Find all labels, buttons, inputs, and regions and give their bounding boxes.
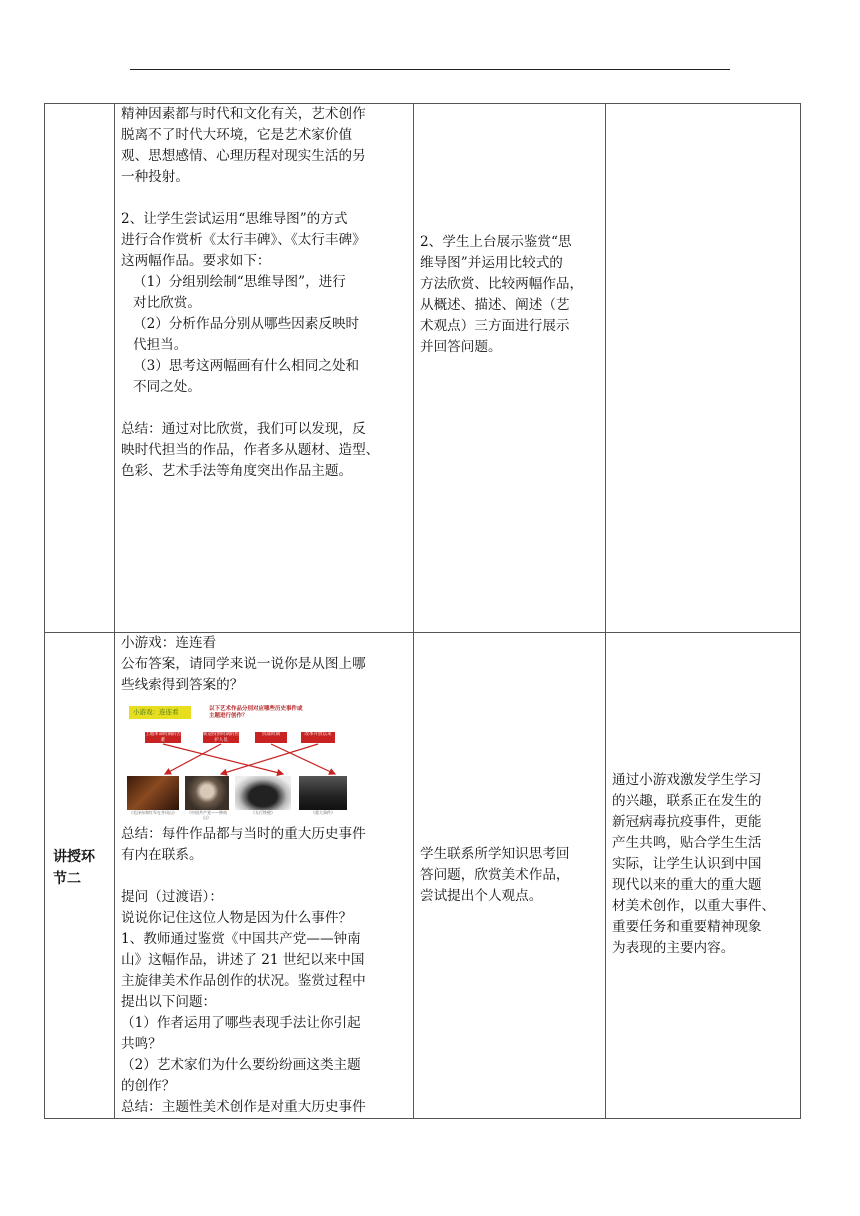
transition-line: 总结：主题性美术创作是对重大历史事件 [121,1099,366,1115]
transition-line: 共鸣？ [121,1036,162,1052]
teacher-activity-cell [115,633,414,1119]
student-activity-cell [414,104,606,633]
teacher-text-line: 脱离不了时代大环境，它是艺术家价值 [121,127,353,143]
task2-line: 进行合作赏析《太行丰碑》、《太行丰碑》 [121,232,366,248]
game-line: 公布答案，请同学来说一说你是从图上哪 [121,656,366,672]
design-intent-cell-empty [606,104,801,633]
summary-line: 色彩、艺术手法等角度突出作品主题。 [121,463,353,479]
teacher-text-line: 观、思想感情、心理历程对现实生活的另 [121,148,366,164]
design-intent-cell [606,633,801,1119]
student-activity-cell [414,633,606,1119]
student-line: 尝试提出个人观点。 [420,888,543,904]
table-row [45,104,801,633]
transition-line: 主旋律美术作品创作的状况。鉴赏过程中 [121,973,366,989]
transition-line: 说说你记住这位人物是因为什么事件？ [121,910,353,926]
artwork-thumbnail [185,776,229,810]
artwork-thumbnail [127,776,179,810]
summary-line: 有内在联系。 [121,847,203,863]
artwork-thumbnail [299,776,347,810]
teacher-text-line: 精神因素都与时代和文化有关，艺术创作 [121,106,366,122]
lesson-plan-table [44,103,801,1119]
intent-line: 为表现的主要内容。 [612,940,735,956]
intent-line: 的兴趣，联系正在发生的 [612,793,762,809]
intent-line: 现代以来的重大的重大题 [612,877,762,893]
artwork-caption: 《毛泽东和红军在井冈山》 [129,810,177,815]
student-line: 术观点）三方面进行展示 [420,318,570,334]
intent-line: 产生共鸣，贴合学生生活 [612,835,762,851]
intent-line: 新冠病毒抗疫事件，更能 [612,814,762,830]
artwork-caption: 《重大事件》 [311,810,335,815]
game-title: 以下艺术作品分别对应哪些历史事件或主题进行创作？ [209,706,303,719]
artwork-caption: 《中国共产党——钟南山》 [187,810,227,820]
student-line: 并回答问题。 [420,339,502,355]
stage-label-line: 讲授环 [53,849,95,865]
student-line: 2、学生上台展示鉴赏“思 [420,234,572,250]
requirement-1: （1）分组别绘制“思维导图”，进行 [133,274,346,290]
stage-cell-empty [45,104,115,633]
student-line: 方法欣赏、比较两幅作品， [420,276,584,292]
intent-line: 实际，让学生认识到中国 [612,856,762,872]
transition-line: 山》这幅作品，讲述了 21 世纪以来中国 [121,952,365,968]
game-tag: 小游戏：连连看 [129,706,191,719]
transition-line: 提问（过渡语）： [121,889,223,905]
transition-line: （2）艺术家们为什么要纷纷画这类主题 [121,1057,361,1073]
stage-cell [45,633,115,1119]
event-label: 改革开放以来 [301,732,335,743]
event-label: 土地革命时期的苦难 [145,732,181,743]
table-row [45,633,801,1119]
requirement-3: （3）思考这两幅画有什么相同之处和 [133,358,360,374]
transition-line: 1、教师通过鉴赏《中国共产党——钟南 [121,931,361,947]
artwork-thumbnail [235,776,291,810]
event-label: 新冠疫情时期的医护人员 [203,732,239,743]
task2-line: 这两幅作品。要求如下： [121,253,271,269]
student-line: 答问题，欣赏美术作品， [420,867,570,883]
requirement-2-cont: 代担当。 [133,337,188,353]
student-line: 从概述、描述、阐述（艺 [420,297,570,313]
student-line: 学生联系所学知识思考回 [420,846,570,862]
game-line: 小游戏：连连看 [121,635,217,651]
artwork-caption: 《太行铁壁》 [251,810,275,815]
game-line: 些线索得到答案的？ [121,677,244,693]
requirement-2: （2）分析作品分别从哪些因素反映时 [133,316,360,332]
intent-line: 材美术创作，以重大事件、 [612,898,776,914]
intent-line: 通过小游戏激发学生学习 [612,772,762,788]
transition-line: （1）作者运用了哪些表现手法让你引起 [121,1015,361,1031]
requirement-1-cont: 对比欣赏。 [133,295,201,311]
event-label: 抗战时期 [255,732,287,743]
summary-line: 总结：每件作品都与当时的重大历史事件 [121,826,366,842]
teacher-activity-cell [115,104,414,633]
student-line: 维导图”并运用比较式的 [420,255,563,271]
transition-line: 的创作？ [121,1078,176,1094]
requirement-3-cont: 不同之处。 [133,379,201,395]
teacher-text-line: 一种投射。 [121,169,189,185]
summary-line: 总结：通过对比欣赏，我们可以发现，反 [121,421,366,437]
summary-line: 映时代担当的作品，作者多从题材、造型、 [121,442,380,458]
stage-label-line: 节二 [53,871,81,887]
intent-line: 重要任务和重要精神现象 [612,919,762,935]
task2-line: 2、让学生尝试运用“思维导图”的方式 [121,211,348,227]
header-rule [130,69,730,70]
transition-line: 提出以下问题： [121,994,217,1010]
matching-game-image [123,702,355,820]
